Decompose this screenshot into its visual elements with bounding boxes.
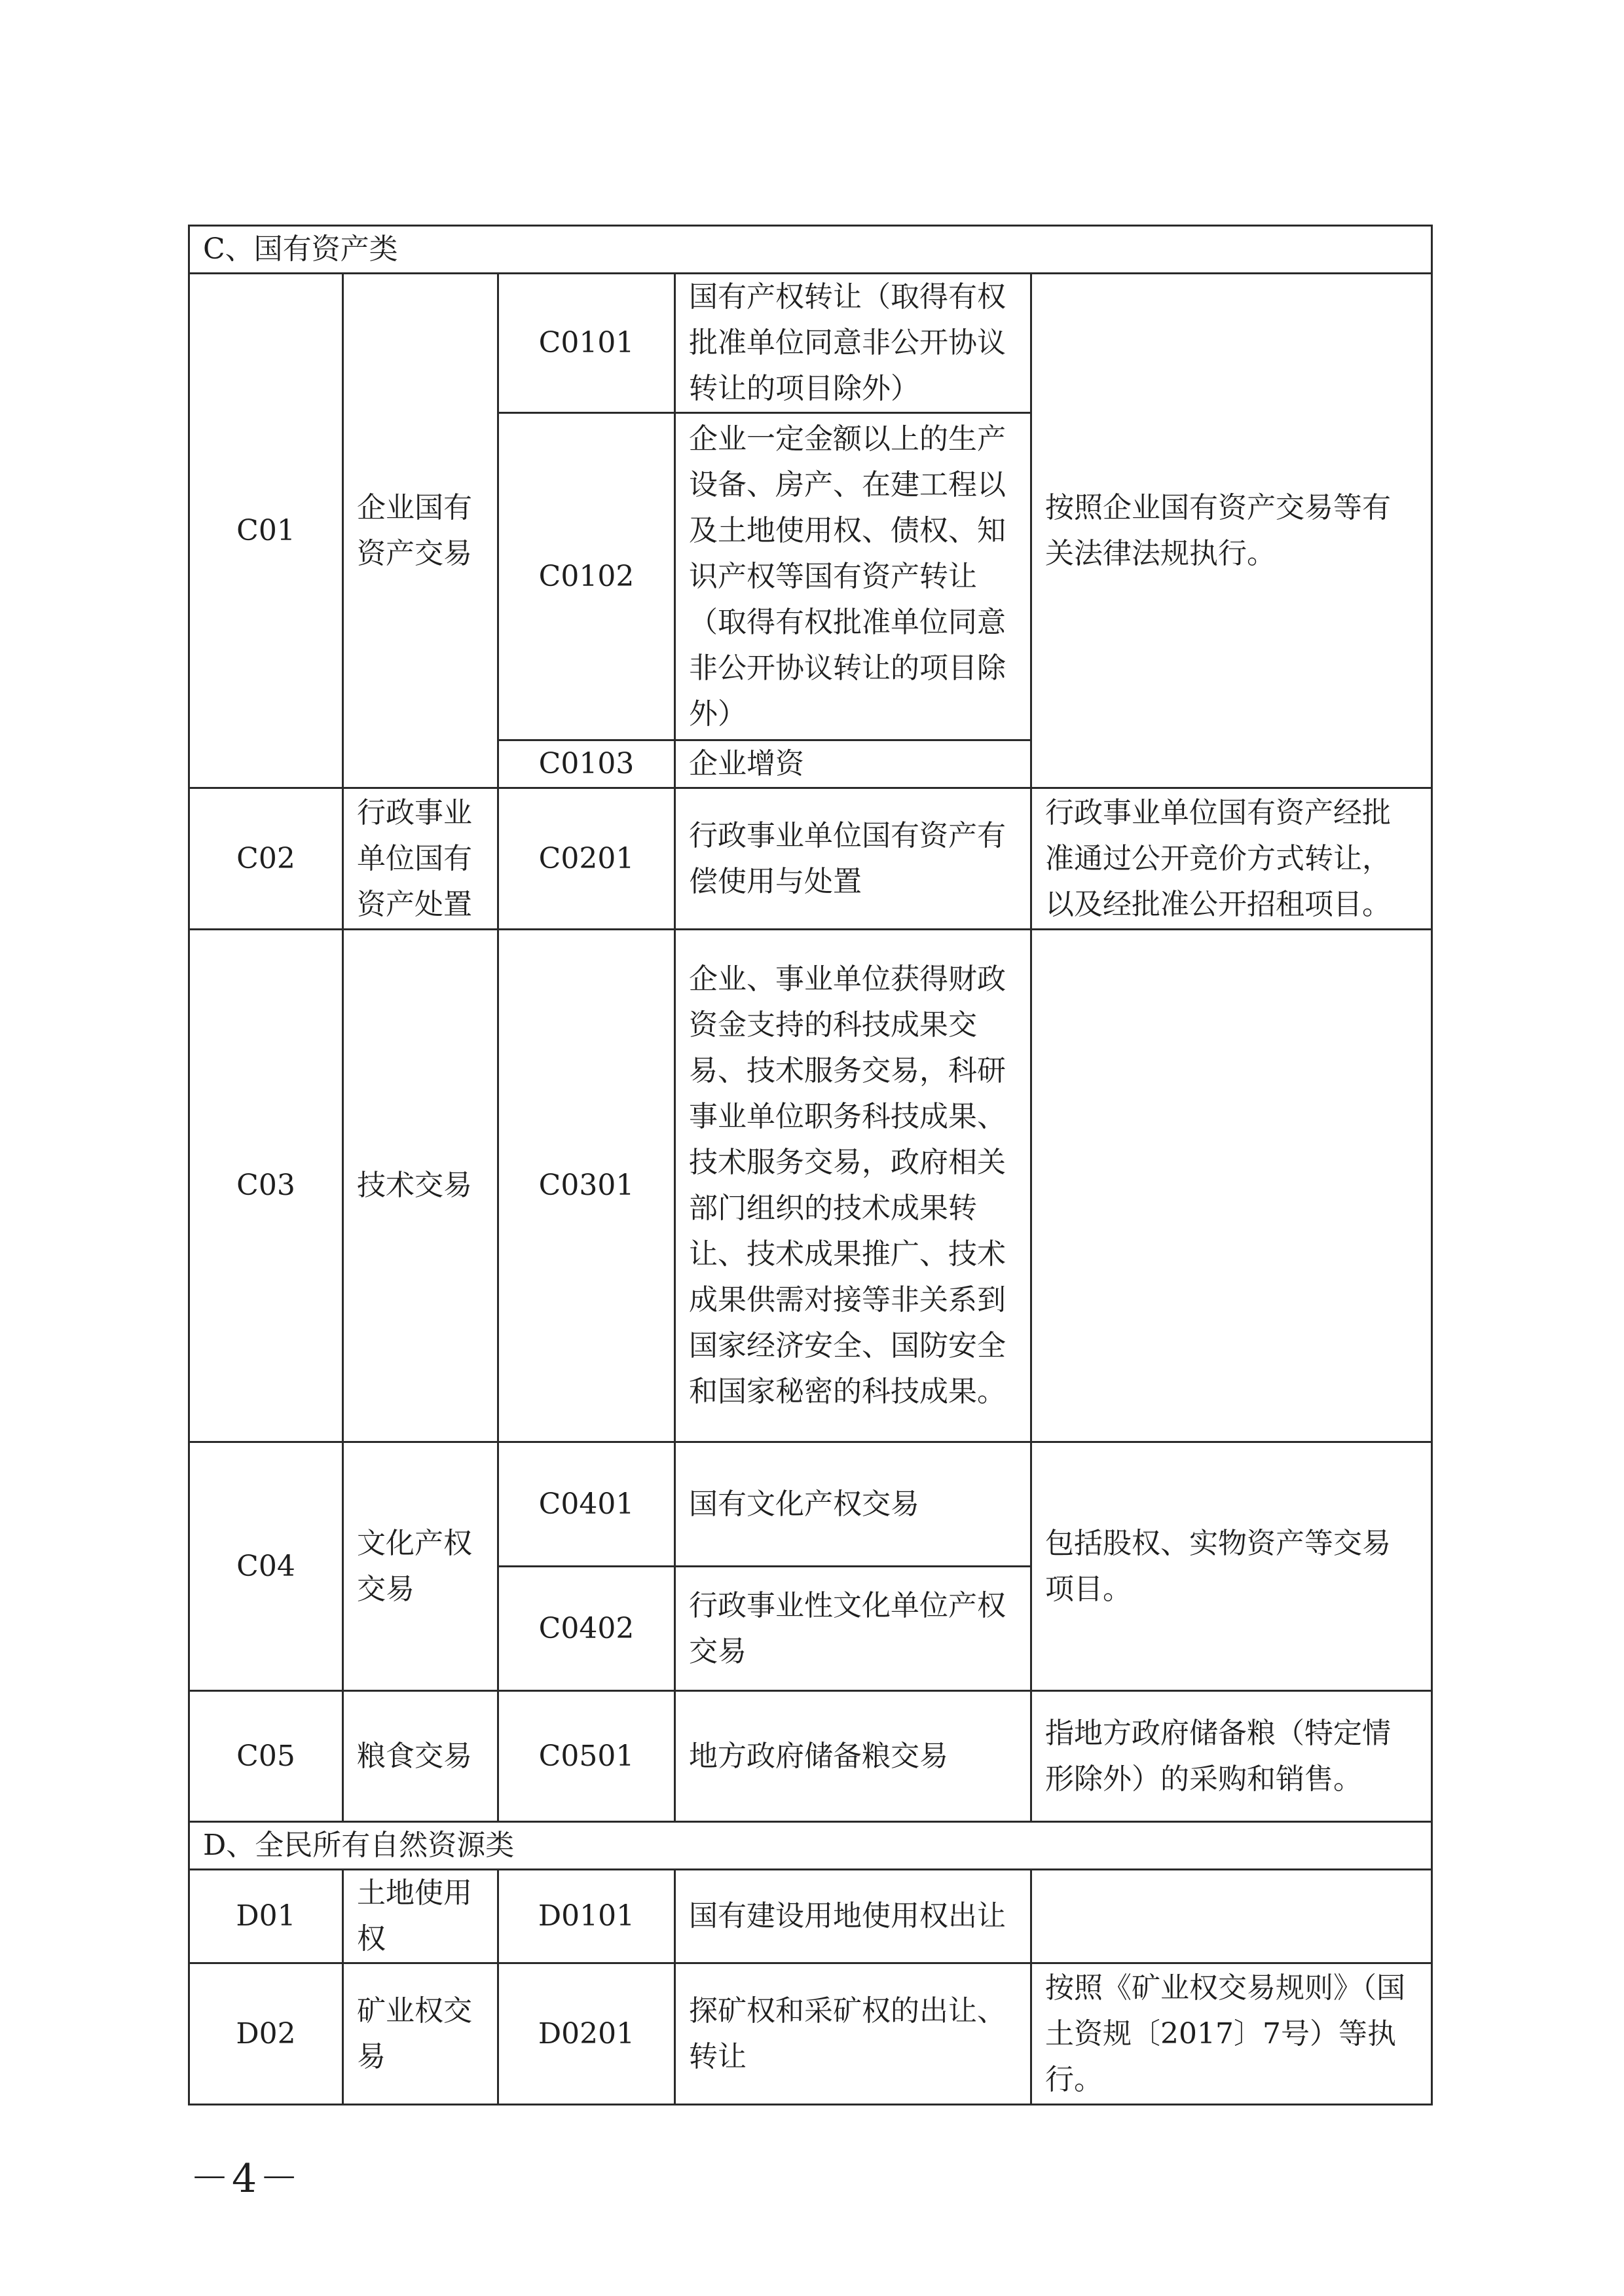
category-name: 粮食交易	[343, 1691, 498, 1822]
category-code: C05	[189, 1691, 343, 1822]
item-code: C0401	[498, 1442, 675, 1567]
table-row	[189, 274, 1432, 413]
catalog-table	[188, 225, 1433, 2105]
item-text: 企业、事业单位获得财政资金支持的科技成果交易、技术服务交易，科研事业单位职务科技成果、技术服务交易，政府相关部门组织的技术成果转让、技术成果推广、技术成果供需对接等非关系到国家经济安全、国防安全和国家秘密的科技成果。	[675, 930, 1031, 1442]
table-row	[189, 930, 1432, 1442]
item-text: 企业增资	[675, 740, 1031, 788]
table-row	[189, 1963, 1432, 2105]
item-code: C0402	[498, 1567, 675, 1691]
category-desc: 行政事业单位国有资产经批准通过公开竞价方式转让，以及经批准公开招租项目。	[1031, 788, 1432, 930]
page-number: －4－	[190, 2156, 302, 2202]
category-name: 技术交易	[343, 930, 498, 1442]
section-d-row	[189, 1822, 1432, 1870]
category-code: C02	[189, 788, 343, 930]
category-desc: 按照《矿业权交易规则》（国土资规〔2017〕7号）等执行。	[1031, 1963, 1432, 2105]
category-desc	[1031, 930, 1432, 1442]
item-code: C0102	[498, 413, 675, 740]
category-code: C03	[189, 930, 343, 1442]
item-text: 行政事业单位国有资产有偿使用与处置	[675, 788, 1031, 930]
table-row	[189, 1442, 1432, 1567]
section-c-row	[189, 226, 1432, 274]
section-c-title: C、国有资产类	[189, 226, 1432, 274]
item-text: 地方政府储备粮交易	[675, 1691, 1031, 1822]
category-code: C04	[189, 1442, 343, 1691]
category-code: D01	[189, 1870, 343, 1963]
item-code: C0501	[498, 1691, 675, 1822]
item-code: C0101	[498, 274, 675, 413]
item-code: D0201	[498, 1963, 675, 2105]
category-name: 矿业权交易	[343, 1963, 498, 2105]
item-text: 国有建设用地使用权出让	[675, 1870, 1031, 1963]
item-code: C0301	[498, 930, 675, 1442]
item-text: 行政事业性文化单位产权交易	[675, 1567, 1031, 1691]
table-row	[189, 788, 1432, 930]
table-row	[189, 1691, 1432, 1822]
category-name: 行政事业单位国有资产处置	[343, 788, 498, 930]
item-text: 探矿权和采矿权的出让、转让	[675, 1963, 1031, 2105]
category-code: D02	[189, 1963, 343, 2105]
item-text: 企业一定金额以上的生产设备、房产、在建工程以及土地使用权、债权、知识产权等国有资产转让（取得有权批准单位同意非公开协议转让的项目除外）	[675, 413, 1031, 740]
category-code: C01	[189, 274, 343, 788]
item-text: 国有产权转让（取得有权批准单位同意非公开协议转让的项目除外）	[675, 274, 1031, 413]
category-name: 企业国有资产交易	[343, 274, 498, 788]
item-code: D0101	[498, 1870, 675, 1963]
section-d-title: D、全民所有自然资源类	[189, 1822, 1432, 1870]
item-code: C0201	[498, 788, 675, 930]
category-desc: 指地方政府储备粮（特定情形除外）的采购和销售。	[1031, 1691, 1432, 1822]
item-code: C0103	[498, 740, 675, 788]
category-name: 土地使用权	[343, 1870, 498, 1963]
category-desc	[1031, 1870, 1432, 1963]
category-name: 文化产权交易	[343, 1442, 498, 1691]
category-desc: 按照企业国有资产交易等有关法律法规执行。	[1031, 274, 1432, 788]
table-row	[189, 1870, 1432, 1963]
item-text: 国有文化产权交易	[675, 1442, 1031, 1567]
category-desc: 包括股权、实物资产等交易项目。	[1031, 1442, 1432, 1691]
